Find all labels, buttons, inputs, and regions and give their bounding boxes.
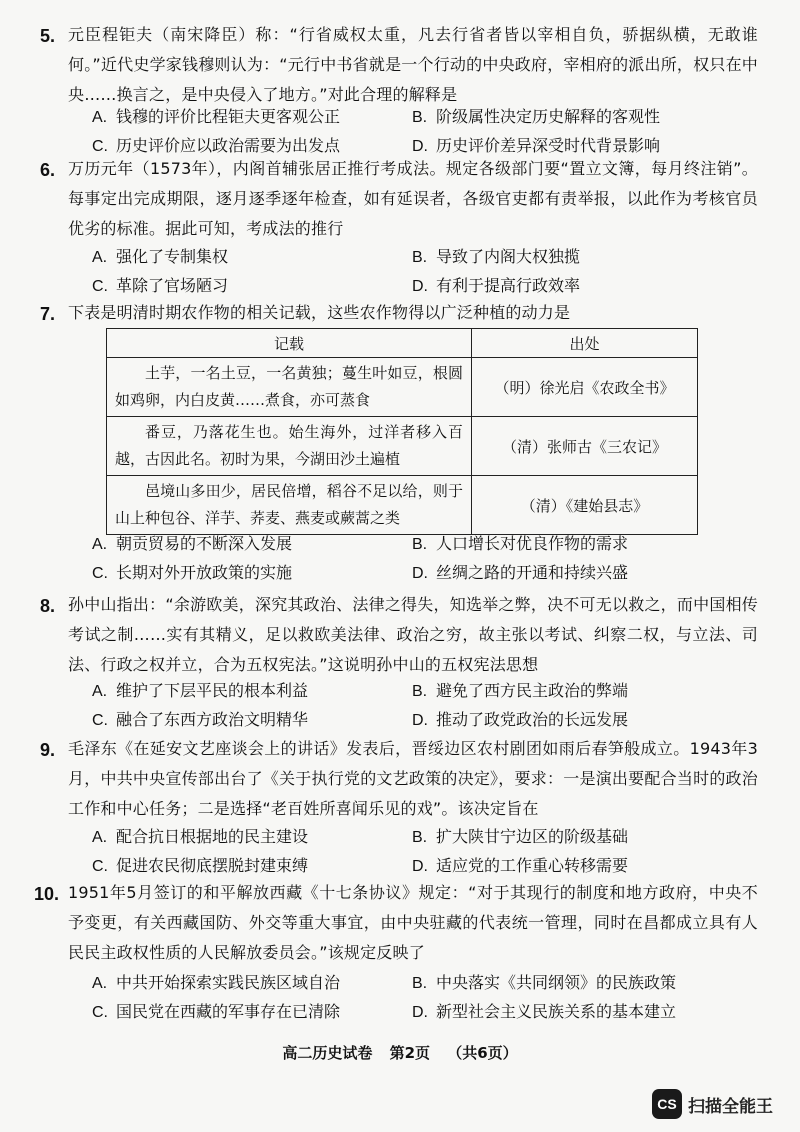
camscanner-logo-icon: CS <box>652 1089 682 1119</box>
option-text: 阶级属性决定历史解释的客观性 <box>436 107 661 126</box>
option-text: 促进农民彻底摆脱封建束缚 <box>116 856 309 875</box>
option-b[interactable]: B. 阶级属性决定历史解释的客观性 <box>412 107 661 126</box>
option-d[interactable]: D. 历史评价差异深受时代背景影响 <box>412 136 661 155</box>
option-text: 钱穆的评价比程钜夫更客观公正 <box>116 107 341 126</box>
option-text: 融合了东西方政治文明精华 <box>116 710 309 729</box>
option-a[interactable]: A. 朝贡贸易的不断深入发展 <box>92 534 293 553</box>
option-text: 有利于提高行政效率 <box>436 276 581 295</box>
option-c[interactable]: C. 促进农民彻底摆脱封建束缚 <box>92 856 309 875</box>
option-a[interactable]: A. 强化了专制集权 <box>92 247 229 266</box>
question-number: 9. <box>40 740 56 760</box>
option-d[interactable]: D. 适应党的工作重心转移需要 <box>412 856 629 875</box>
question-stem: 元臣程钜夫（南宋降臣）称：“行省威权太重，凡去行省者皆以宰相自负，骄据纵横，无敢谁何。”近代史学家钱穆则认为：“元行中书省就是一个行动的中央政府，宰相府的派出所，权只在中央……换言之，是中央侵入了地方。”对此合理的解释是 <box>68 25 758 104</box>
question-stem: 毛泽东《在延安文艺座谈会上的讲话》发表后，晋绥边区农村剧团如雨后春笋般成立。1943年3月，中共中央宣传部出台了《关于执行党的文艺政策的决定》，要求：一是演出要配合当时的政治工作和中心任务；二是选择“老百姓所喜闻乐见的戏”。该决定旨在 <box>68 739 758 818</box>
footer-page: 第2页 <box>389 1044 430 1062</box>
source-cell: （明）徐光启《农政全书》 <box>472 358 698 417</box>
option-c[interactable]: C. 国民党在西藏的军事存在已清除 <box>92 1002 341 1021</box>
option-text: 历史评价应以政治需要为出发点 <box>116 136 341 155</box>
question-number: 6. <box>40 160 56 180</box>
option-d[interactable]: D. 新型社会主义民族关系的基本建立 <box>412 1002 677 1021</box>
source-cell: （清）《建始县志》 <box>472 476 698 535</box>
option-d[interactable]: D. 丝绸之路的开通和持续兴盛 <box>412 563 629 582</box>
option-text: 中央落实《共同纲领》的民族政策 <box>436 973 677 992</box>
option-text: 历史评价差异深受时代背景影响 <box>436 136 661 155</box>
table-row <box>107 358 698 417</box>
option-c[interactable]: C. 革除了官场陋习 <box>92 276 229 295</box>
table-header-row <box>107 329 698 358</box>
option-c[interactable]: C. 融合了东西方政治文明精华 <box>92 710 309 729</box>
option-text: 新型社会主义民族关系的基本建立 <box>436 1002 677 1021</box>
record-cell: 番豆，乃落花生也。始生海外，过洋者移入百越，古因此名。初时为果，今湖田沙土遍植 <box>107 417 472 476</box>
option-b[interactable]: B. 避免了西方民主政治的弊端 <box>412 681 629 700</box>
option-text: 维护了下层平民的根本利益 <box>116 681 309 700</box>
table-row <box>107 476 698 535</box>
option-text: 推动了政党政治的长远发展 <box>436 710 629 729</box>
option-a[interactable]: A. 钱穆的评价比程钜夫更客观公正 <box>92 107 341 126</box>
option-c[interactable]: C. 历史评价应以政治需要为出发点 <box>92 136 341 155</box>
option-d[interactable]: D. 推动了政党政治的长远发展 <box>412 710 629 729</box>
option-text: 人口增长对优良作物的需求 <box>436 534 629 553</box>
footer-total: （共6页） <box>447 1044 518 1062</box>
record-cell: 邑境山多田少，居民倍增，稻谷不足以给，则于山上种包谷、洋芋、荞麦、燕麦或蕨蒿之类 <box>107 476 472 535</box>
option-a[interactable]: A. 维护了下层平民的根本利益 <box>92 681 309 700</box>
option-c[interactable]: C. 长期对外开放政策的实施 <box>92 563 293 582</box>
question-number: 5. <box>40 26 56 46</box>
question-stem: 孙中山指出：“余游欧美，深究其政治、法律之得失，知选举之弊，决不可无以救之，而中国相传考试之制……实有其精义，足以救欧美法律、政治之穷，故主张以考试、纠察二权，与立法、司法、行政之权并立，合为五权宪法。”这说明孙中山的五权宪法思想 <box>68 595 758 674</box>
footer-title: 高二历史试卷 <box>282 1044 373 1062</box>
option-a[interactable]: A. 配合抗日根据地的民主建设 <box>92 827 309 846</box>
record-cell: 土芋，一名土豆，一名黄独；蔓生叶如豆，根圆如鸡卵，内白皮黄……煮食，亦可蒸食 <box>107 358 472 417</box>
scanner-watermark <box>652 1089 773 1119</box>
option-a[interactable]: A. 中共开始探索实践民族区域自治 <box>92 973 341 992</box>
option-b[interactable]: B. 人口增长对优良作物的需求 <box>412 534 629 553</box>
source-cell: （清）张师古《三农记》 <box>472 417 698 476</box>
option-b[interactable]: B. 导致了内阁大权独揽 <box>412 247 581 266</box>
page-footer <box>0 1042 800 1063</box>
option-text: 中共开始探索实践民族区域自治 <box>116 973 341 992</box>
option-text: 避免了西方民主政治的弊端 <box>436 681 629 700</box>
option-text: 配合抗日根据地的民主建设 <box>116 827 309 846</box>
option-text: 丝绸之路的开通和持续兴盛 <box>436 563 629 582</box>
option-text: 适应党的工作重心转移需要 <box>436 856 629 875</box>
option-text: 革除了官场陋习 <box>116 276 229 295</box>
table-row <box>107 417 698 476</box>
question-number: 7. <box>40 304 56 324</box>
option-text: 长期对外开放政策的实施 <box>116 563 293 582</box>
option-d[interactable]: D. 有利于提高行政效率 <box>412 276 581 295</box>
question-number: 8. <box>40 596 56 616</box>
option-text: 导致了内阁大权独揽 <box>436 247 581 266</box>
option-text: 强化了专制集权 <box>116 247 229 266</box>
option-text: 扩大陕甘宁边区的阶级基础 <box>436 827 629 846</box>
option-b[interactable]: B. 扩大陕甘宁边区的阶级基础 <box>412 827 629 846</box>
question-number: 10. <box>34 884 60 904</box>
header-record: 记载 <box>107 329 472 358</box>
question-stem: 1951年5月签订的和平解放西藏《十七条协议》规定：“对于其现行的制度和地方政府，中央不予变更，有关西藏国防、外交等重大事宜，由中央驻藏的代表统一管理，同时在昌都成立具有人民民主政权性质的人民解放委员会。”该规定反映了 <box>68 883 758 962</box>
question-stem: 下表是明清时期农作物的相关记载，这些农作物得以广泛种植的动力是 <box>68 303 571 322</box>
crop-records-table <box>106 328 698 535</box>
header-source: 出处 <box>472 329 698 358</box>
option-b[interactable]: B. 中央落实《共同纲领》的民族政策 <box>412 973 677 992</box>
question-stem: 万历元年（1573年），内阁首辅张居正推行考成法。规定各级部门要“置立文簿，每月终注销”。每事定出完成期限，逐月逐季逐年检查，如有延误者，各级官吏都有责举报，以此作为考核官员优劣的标准。据此可知，考成法的推行 <box>68 159 758 238</box>
watermark-text: 扫描全能王 <box>688 1096 773 1117</box>
option-text: 朝贡贸易的不断深入发展 <box>116 534 293 553</box>
option-text: 国民党在西藏的军事存在已清除 <box>116 1002 341 1021</box>
